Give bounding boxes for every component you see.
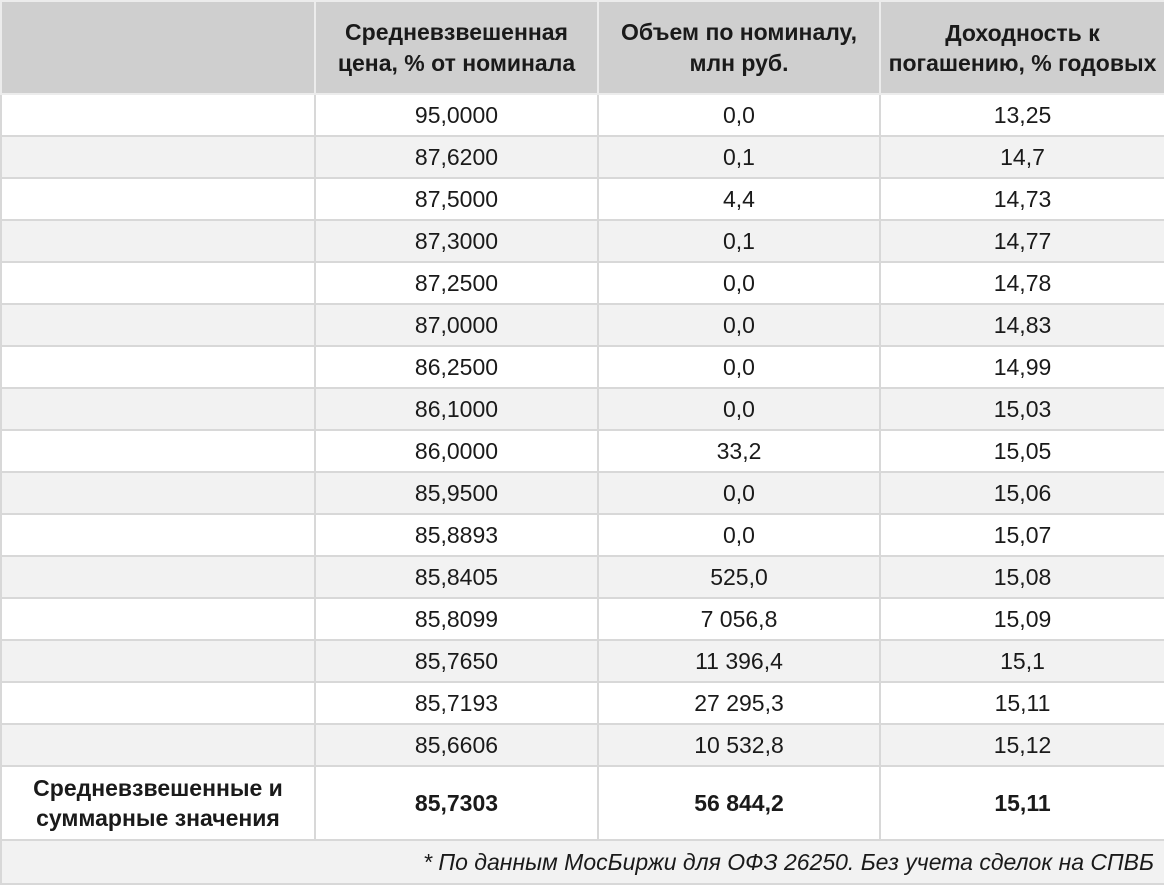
total-price: 85,7303 xyxy=(315,766,598,840)
row-yield: 14,99 xyxy=(880,346,1164,388)
table-row xyxy=(1,220,1164,262)
total-volume: 56 844,2 xyxy=(598,766,880,840)
row-yield: 15,1 xyxy=(880,640,1164,682)
row-yield: 15,03 xyxy=(880,388,1164,430)
row-price: 85,6606 xyxy=(315,724,598,766)
row-volume: 0,1 xyxy=(598,136,880,178)
table-row xyxy=(1,178,1164,220)
row-volume: 0,0 xyxy=(598,346,880,388)
row-volume: 10 532,8 xyxy=(598,724,880,766)
row-price: 95,0000 xyxy=(315,94,598,136)
row-volume: 27 295,3 xyxy=(598,682,880,724)
row-yield: 14,78 xyxy=(880,262,1164,304)
row-label xyxy=(1,388,315,430)
table-row xyxy=(1,598,1164,640)
row-price: 87,0000 xyxy=(315,304,598,346)
row-volume: 0,0 xyxy=(598,262,880,304)
row-label xyxy=(1,598,315,640)
row-label xyxy=(1,556,315,598)
table-row xyxy=(1,472,1164,514)
table-row xyxy=(1,640,1164,682)
row-label xyxy=(1,514,315,556)
table-row xyxy=(1,682,1164,724)
table-row xyxy=(1,430,1164,472)
row-label xyxy=(1,682,315,724)
row-price: 85,7193 xyxy=(315,682,598,724)
row-volume: 0,1 xyxy=(598,220,880,262)
table-row xyxy=(1,388,1164,430)
row-price: 85,8405 xyxy=(315,556,598,598)
header-label-column xyxy=(1,1,315,94)
row-label xyxy=(1,304,315,346)
row-volume: 525,0 xyxy=(598,556,880,598)
row-label xyxy=(1,346,315,388)
row-price: 87,6200 xyxy=(315,136,598,178)
row-label xyxy=(1,262,315,304)
row-label xyxy=(1,136,315,178)
table-row xyxy=(1,136,1164,178)
row-price: 87,5000 xyxy=(315,178,598,220)
row-volume: 0,0 xyxy=(598,304,880,346)
table-row xyxy=(1,94,1164,136)
total-row xyxy=(1,766,1164,840)
row-yield: 14,77 xyxy=(880,220,1164,262)
row-yield: 15,05 xyxy=(880,430,1164,472)
row-volume: 0,0 xyxy=(598,472,880,514)
row-volume: 11 396,4 xyxy=(598,640,880,682)
row-label xyxy=(1,178,315,220)
table-row xyxy=(1,304,1164,346)
row-yield: 15,09 xyxy=(880,598,1164,640)
row-price: 86,2500 xyxy=(315,346,598,388)
total-yield: 15,11 xyxy=(880,766,1164,840)
row-yield: 14,73 xyxy=(880,178,1164,220)
table-row xyxy=(1,346,1164,388)
row-yield: 15,12 xyxy=(880,724,1164,766)
row-yield: 14,7 xyxy=(880,136,1164,178)
row-volume: 0,0 xyxy=(598,514,880,556)
row-yield: 15,08 xyxy=(880,556,1164,598)
row-volume: 7 056,8 xyxy=(598,598,880,640)
row-price: 86,1000 xyxy=(315,388,598,430)
footnote-row xyxy=(1,840,1164,884)
row-yield: 15,06 xyxy=(880,472,1164,514)
row-price: 87,2500 xyxy=(315,262,598,304)
row-volume: 33,2 xyxy=(598,430,880,472)
header-nominal-volume: Объем по номиналу, млн руб. xyxy=(598,1,880,94)
row-price: 85,8099 xyxy=(315,598,598,640)
row-label xyxy=(1,94,315,136)
row-price: 85,9500 xyxy=(315,472,598,514)
total-label: Средневзвешенные и суммарные значения xyxy=(1,766,315,840)
row-label xyxy=(1,724,315,766)
row-label xyxy=(1,220,315,262)
row-label xyxy=(1,640,315,682)
row-yield: 13,25 xyxy=(880,94,1164,136)
row-price: 87,3000 xyxy=(315,220,598,262)
table-row xyxy=(1,724,1164,766)
table-row xyxy=(1,262,1164,304)
row-yield: 15,11 xyxy=(880,682,1164,724)
table-body xyxy=(1,94,1164,766)
row-volume: 0,0 xyxy=(598,388,880,430)
header-row xyxy=(1,1,1164,94)
row-yield: 14,83 xyxy=(880,304,1164,346)
table-row xyxy=(1,514,1164,556)
row-label xyxy=(1,430,315,472)
row-volume: 4,4 xyxy=(598,178,880,220)
row-price: 86,0000 xyxy=(315,430,598,472)
row-price: 85,7650 xyxy=(315,640,598,682)
header-weighted-price: Средневзвешенная цена, % от номинала xyxy=(315,1,598,94)
footnote: * По данным МосБиржи для ОФЗ 26250. Без учета сделок на СПВБ xyxy=(1,840,1164,884)
table-row xyxy=(1,556,1164,598)
row-volume: 0,0 xyxy=(598,94,880,136)
row-label xyxy=(1,472,315,514)
row-yield: 15,07 xyxy=(880,514,1164,556)
row-price: 85,8893 xyxy=(315,514,598,556)
header-yield-to-maturity: Доходность к погашению, % годовых xyxy=(880,1,1164,94)
